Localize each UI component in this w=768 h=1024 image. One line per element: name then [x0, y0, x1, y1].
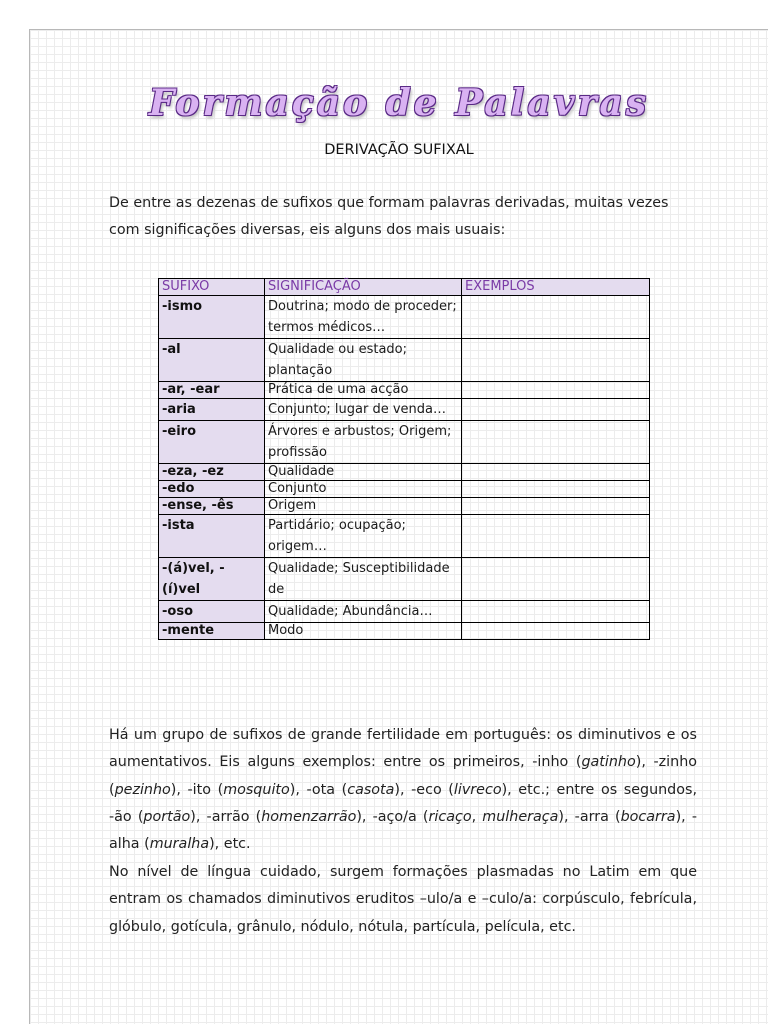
meaning-cell: Origem — [265, 498, 462, 515]
example-word: homenzarrão — [261, 808, 357, 825]
suffix-cell: -ismo — [159, 296, 265, 339]
example-word: mosquito — [223, 781, 290, 798]
table-row — [159, 481, 650, 498]
meaning-cell: Doutrina; modo de proceder; termos médicos… — [265, 296, 462, 339]
example-word: muralha — [149, 836, 210, 853]
example-word: livreco — [453, 781, 502, 798]
suffix-cell: -aria — [159, 399, 265, 421]
latin-diminutives-paragraph: No nível de língua cuidado, surgem formações plasmadas no Latim em que entram os chamados diminutivos eruditos –ulo/a e –culo/a: corpúsculo, febrícula, glóbulo, gotícula, grânulo, nódulo, nótula, partícula, película, etc. — [109, 864, 697, 935]
suffix-cell: -oso — [159, 601, 265, 623]
meaning-cell: Qualidade; Abundância… — [265, 601, 462, 623]
table-row — [159, 382, 650, 399]
suffix-cell: -al — [159, 339, 265, 382]
suffix-cell: -ense, -ês — [159, 498, 265, 515]
example-word: casota — [347, 781, 395, 798]
examples-cell — [462, 296, 650, 339]
table-row — [159, 498, 650, 515]
table-row — [159, 558, 650, 601]
table-row — [159, 601, 650, 623]
table-row — [159, 515, 650, 558]
column-header-significacao: SIGNIFICAÇÃO — [265, 279, 462, 296]
suffix-cell: -eiro — [159, 421, 265, 464]
meaning-cell: Modo — [265, 623, 462, 640]
table-row — [159, 421, 650, 464]
table-row — [159, 623, 650, 640]
meaning-cell: Árvores e arbustos; Origem; profissão — [265, 421, 462, 464]
examples-cell — [462, 464, 650, 481]
examples-cell — [462, 558, 650, 601]
examples-cell — [462, 601, 650, 623]
examples-cell — [462, 421, 650, 464]
example-word: mulheraça — [482, 808, 559, 825]
example-word: bocarra — [620, 808, 676, 825]
meaning-cell: Prática de uma acção — [265, 382, 462, 399]
examples-cell — [462, 481, 650, 498]
examples-cell — [462, 339, 650, 382]
examples-cell — [462, 623, 650, 640]
meaning-cell: Conjunto — [265, 481, 462, 498]
suffix-cell: -eza, -ez — [159, 464, 265, 481]
table-row — [159, 464, 650, 481]
table-header-row — [159, 279, 650, 296]
meaning-cell: Partidário; ocupação; origem… — [265, 515, 462, 558]
table-row — [159, 339, 650, 382]
table-row — [159, 296, 650, 339]
examples-cell — [462, 382, 650, 399]
examples-cell — [462, 399, 650, 421]
examples-cell — [462, 515, 650, 558]
suffix-cell: -edo — [159, 481, 265, 498]
document-page — [29, 29, 768, 1024]
suffix-table — [158, 278, 650, 640]
table-row — [159, 399, 650, 421]
suffix-cell: -mente — [159, 623, 265, 640]
section-subtitle: DERIVAÇÃO SUFIXAL — [324, 142, 474, 158]
example-word: portão — [143, 808, 191, 825]
meaning-cell: Qualidade — [265, 464, 462, 481]
suffix-cell: -ista — [159, 515, 265, 558]
intro-paragraph: De entre as dezenas de sufixos que formam palavras derivadas, muitas vezes com significações diversas, eis alguns dos mais usuais: — [109, 195, 669, 238]
diminutives-paragraph: Há um grupo de sufixos de grande fertilidade em português: os diminutivos e os aumentativos. Eis alguns exemplos: entre os primeiros, -inho (gatinho), -zinho (pezinho), -ito (mosquito), -ota (casota), -eco (livreco), etc.; entre os segundos, -ão (portão), -arrão (homenzarrão), -aço/a (ricaço, mulheraça), -arra (bocarra), -alha (muralha), etc. — [109, 727, 698, 853]
suffix-cell: -ar, -ear — [159, 382, 265, 399]
page-title: Formação de Palavras — [148, 82, 650, 124]
column-header-sufixo: SUFIXO — [159, 279, 265, 296]
example-word: pezinho — [114, 781, 171, 798]
examples-cell — [462, 498, 650, 515]
meaning-cell: Qualidade; Susceptibilidade de — [265, 558, 462, 601]
example-word: ricaço — [428, 808, 472, 825]
column-header-exemplos: EXEMPLOS — [462, 279, 650, 296]
suffix-cell: -(á)vel, -(í)vel — [159, 558, 265, 601]
example-word: gatinho — [581, 754, 636, 771]
meaning-cell: Conjunto; lugar de venda… — [265, 399, 462, 421]
meaning-cell: Qualidade ou estado; plantação — [265, 339, 462, 382]
